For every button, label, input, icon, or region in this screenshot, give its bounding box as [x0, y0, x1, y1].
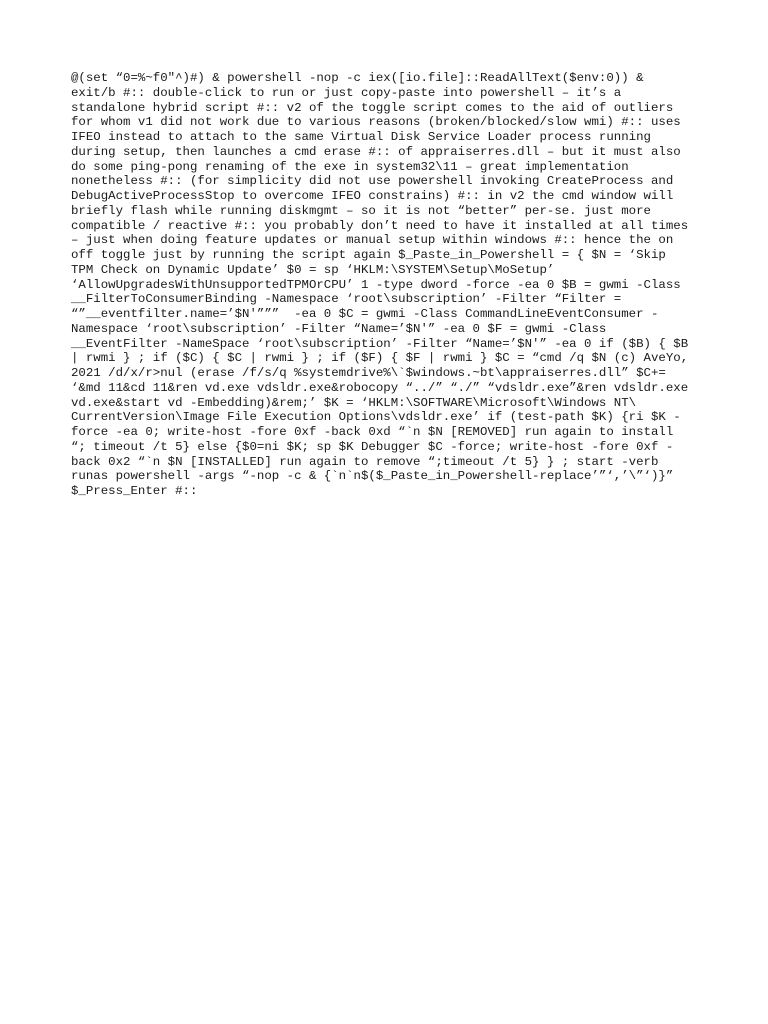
script-text-line: compatible / reactive #:: you probably don’t need to have it installed at all times [71, 218, 689, 233]
script-text-line: ‘AllowUpgradesWithUnsupportedTPMOrCPU’ 1 -type dword -force -ea 0 $B = gwmi -Class [71, 277, 681, 292]
script-text-line: standalone hybrid script #:: v2 of the toggle script comes to the aid of outliers [71, 100, 674, 115]
script-text-line: | rwmi } ; if ($C) { $C | rwmi } ; if ($F) { $F | rwmi } $C = “cmd /q $N (c) AveYo, [71, 351, 689, 366]
script-text-line: off toggle just by running the script again $_Paste_in_Powershell = { $N = ‘Skip [71, 248, 666, 262]
script-text-line: – just when doing feature updates or manual setup within windows #:: hence the on [71, 233, 674, 248]
script-text-block [71, 71, 699, 499]
script-text-line: @(set “0=%~f0"^)#) & powershell -nop -c iex([io.file]::ReadAllText($env:0)) & [71, 71, 644, 85]
script-text-line: vd.exe&start vd -Embedding)&rem;’ $K = ‘HKLM:\SOFTWARE\Microsoft\Windows NT\ [71, 395, 637, 410]
script-text-line: force -ea 0; write-host -fore 0xf -back 0xd “`n $N [REMOVED] run again to install [71, 425, 674, 439]
script-text-line: TPM Check on Dynamic Update’ $0 = sp ‘HKLM:\SYSTEM\Setup\MoSetup’ [71, 262, 555, 277]
script-text-line: during setup, then launches a cmd erase #:: of appraiserres.dll – but it must also [71, 144, 681, 159]
script-text-line: runas powershell -args “-nop -c & {`n`n$($_Paste_in_Powershell-replace’”‘,’\”‘)}” [71, 469, 674, 484]
script-text-line: CurrentVersion\Image File Execution Options\vdsldr.exe’ if (test-path $K) {ri $K - [71, 410, 681, 425]
script-text-line: DebugActiveProcessStop to overcome IFEO constrains) #:: in v2 the cmd window will [71, 189, 674, 203]
script-text-line: exit/b #:: double-click to run or just copy-paste into powershell – it’s a [71, 85, 622, 100]
script-text-line: “”__eventfilter.name=’$N'””” -ea 0 $C = gwmi -Class CommandLineEventConsumer - [71, 307, 659, 321]
script-text-line: $_Press_Enter #:: [71, 484, 198, 498]
script-text-line: for whom v1 did not work due to various reasons (broken/blocked/slow wmi) #:: uses [71, 115, 681, 130]
script-text-line: “; timeout /t 5} else {$0=ni $K; sp $K Debugger $C -force; write-host -fore 0xf - [71, 439, 674, 454]
script-text-line: 2021 /d/x/r>nul (erase /f/s/q %systemdrive%\`$windows.~bt\appraiserres.dll” $C+= [71, 366, 666, 380]
script-text-line: Namespace ‘root\subscription’ -Filter “Name=’$N'” -ea 0 $F = gwmi -Class [71, 321, 607, 336]
script-text-line: briefly flash while running diskmgmt – so it is not “better” per-se. just more [71, 203, 651, 218]
script-text-line: __FilterToConsumerBinding -Namespace ‘root\subscription’ -Filter “Filter = [71, 292, 622, 307]
script-text-line: ‘&md 11&cd 11&ren vd.exe vdsldr.exe&robocopy “../” “./” “vdsldr.exe”&ren vdsldr.exe [71, 380, 689, 395]
script-text-line: IFEO instead to attach to the same Virtual Disk Service Loader process running [71, 130, 651, 144]
script-text-line: nonetheless #:: (for simplicity did not use powershell invoking CreateProcess and [71, 174, 674, 189]
script-text-line: back 0x2 “`n $N [INSTALLED] run again to remove “;timeout /t 5} } ; start -verb [71, 454, 659, 469]
script-text-line: __EventFilter -NameSpace ‘root\subscription’ -Filter “Name=’$N'” -ea 0 if ($B) { $B [71, 336, 689, 351]
script-text-line: do some ping-pong renaming of the exe in system32\11 – great implementation [71, 159, 629, 174]
